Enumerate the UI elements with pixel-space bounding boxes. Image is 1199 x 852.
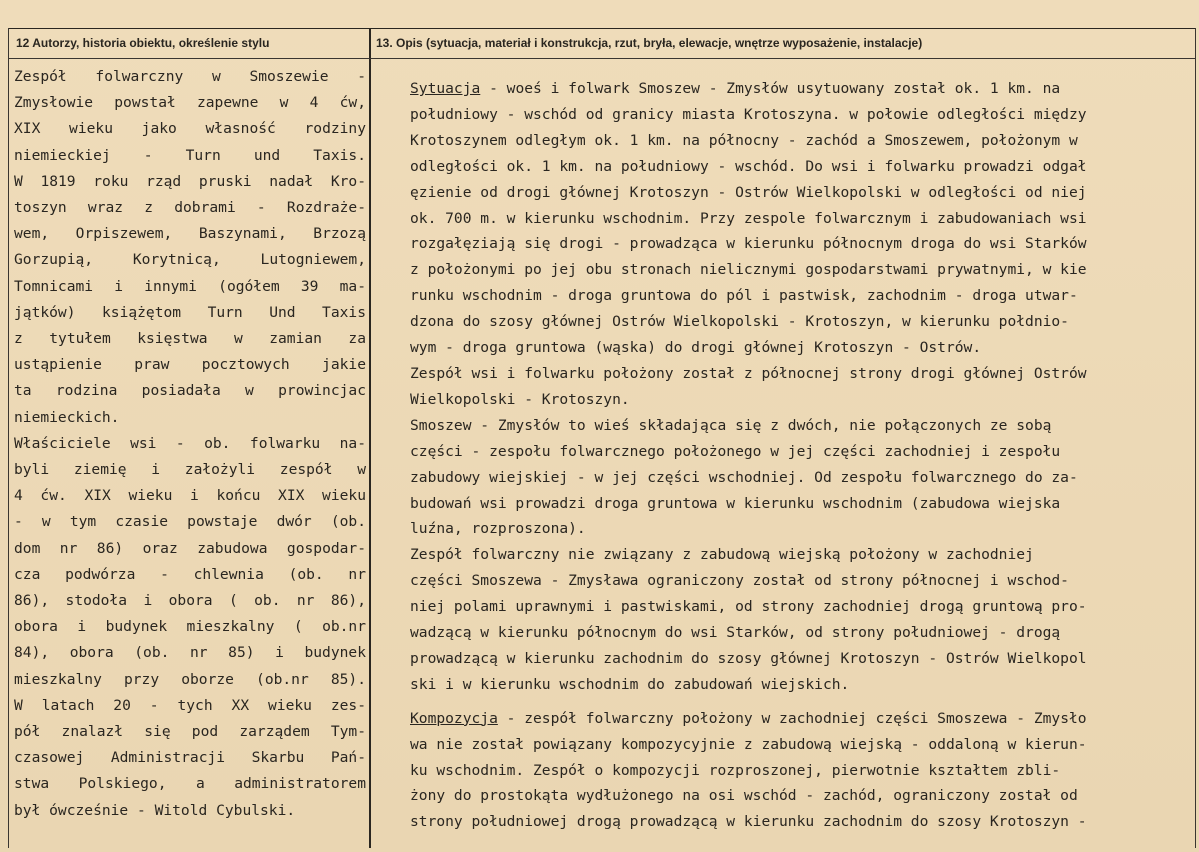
text-line: budowań wsi prowadzi droga gruntowa w kierunku wschodnim (zabudowa wiejska [410, 494, 1061, 512]
paragraph-gap [410, 698, 1186, 706]
text-line: części Smoszewa - Zmysława ograniczony został od strony północnej i wschod- [410, 572, 1069, 590]
text-line: luźna, rozproszona). [410, 520, 586, 538]
text-line: ku wschodnim. Zespół o kompozycji rozproszonej, pierwotnie kształtem zbli- [410, 761, 1061, 779]
text-line: W 1819 roku rząd pruski nadał Kro- [14, 172, 366, 190]
text-line: stwa Polskiego, a administratorem [14, 775, 366, 793]
text-line: z położonymi po jej obu stronach nielicznymi gospodarstwami prywatnymi, w kie [410, 261, 1087, 279]
text-line: był ówcześnie - Witold Cybulski. [14, 801, 296, 819]
text-line: 4 ćw. XIX wieku i końcu XIX wieku [14, 487, 366, 505]
text-line: wem, Orpiszewem, Baszynami, Brzozą [14, 225, 366, 243]
header-divider [8, 58, 1195, 59]
text-line: 84), obora (ob. nr 85) i budynek [14, 644, 366, 662]
text-line: pół znalazł się pod zarządem Tym- [14, 723, 366, 741]
text-line: Zespół folwarczny w Smoszewie - [14, 68, 366, 85]
kompozycja-heading: Kompozycja [410, 709, 498, 727]
text-line: niemieckiej - Turn und Taxis. [14, 146, 366, 164]
text-line: XIX wieku jako własność rodziny [14, 120, 366, 138]
text-line: - w tym czasie powstaje dwór (ob. [14, 513, 366, 531]
history-text [14, 64, 366, 824]
text-line: 86), stodoła i obora ( ob. nr 86), [14, 592, 366, 610]
text-line: mieszkalny przy oborze (ob.nr 85). [14, 670, 366, 688]
text-line: byli ziemię i założyli zespół w [14, 461, 366, 479]
text-line: toszyn wraz z dobrami - Rozdraże- [14, 199, 366, 217]
text-line: Tomnicami i innymi (ogółem 39 ma- [14, 277, 366, 295]
text-line: wym - droga gruntowa (wąska) do drogi głównej Krotoszyn - Ostrów. [410, 339, 982, 357]
text-line: ski i w kierunku wschodnim do zabudowań wiejskich. [410, 675, 850, 693]
text-line: ta rodzina posiadała w prowincjac [14, 382, 366, 400]
text-line: Krotoszynem odległym ok. 1 km. na północny - zachód a Smoszewem, położonym w [410, 131, 1078, 149]
text-line: z tytułem księstwa w zamian za [14, 330, 366, 348]
text-line: ustąpienie praw pocztowych jakie [14, 356, 366, 374]
text-line: ęzienie od drogi głównej Krotoszyn - Ostrów Wielkopolski w odległości od niej [410, 183, 1087, 201]
text-line: Wielkopolski - Krotoszyn. [410, 390, 630, 408]
text-line: niej polami uprawnymi i pastwiskami, od strony zachodniej drogą gruntową pro- [410, 598, 1087, 616]
text-line: wadzącą w kierunku północnym do wsi Starków, od strony południowej - drogą [410, 624, 1061, 642]
text-line: odległości ok. 1 km. na południowy - wschód. Do wsi i folwarku prowadzi odgał [410, 157, 1087, 175]
text-line: Zespół folwarczny nie związany z zabudową wiejską położony w zachodniej [410, 546, 1034, 564]
text-line: wa nie został powiązany kompozycyjnie z zabudową wiejską - oddaloną w kierun- [410, 735, 1087, 753]
text-line: jątków) książętom Turn Und Taxis [14, 303, 366, 321]
description-text [410, 76, 1186, 835]
text-line: runku wschodnim - droga gruntowa do pól i pastwisk, zachodnim - droga utwar- [410, 287, 1078, 305]
sytuacja-paragraphs [410, 102, 1186, 698]
text-line: strony południowej drogą prowadzącą w kierunku zachodnim do szosy Krotoszyn - [410, 813, 1087, 831]
kompozycja-line [410, 706, 1186, 732]
text-line: W latach 20 - tych XX wieku zes- [14, 696, 366, 714]
text-line: cza podwórza - chlewnia (ob. nr [14, 565, 366, 583]
text-line: Gorzupią, Korytnicą, Lutogniewem, [14, 251, 366, 269]
text-line: ok. 700 m. w kierunku wschodnim. Przy zespole folwarcznym i zabudowaniach wsi [410, 209, 1087, 227]
text-line: Zespół wsi i folwarku położony został z północnej strony drogi głównej Ostrów [410, 364, 1087, 382]
text-line: żony do prostokąta wydłużonego na osi wschód - zachód, ograniczony został od [410, 787, 1078, 805]
text-line: południowy - wschód od granicy miasta Krotoszyna. w połowie odległości między [410, 105, 1087, 123]
kompozycja-paragraphs [410, 732, 1186, 836]
kompozycja-first-line: - zespół folwarczny położony w zachodniej części Smoszewa - Zmysło [497, 709, 1087, 727]
text-line: czasowej Administracji Skarbu Pań- [14, 749, 366, 767]
text-line: zabudowy wiejskiej - w jej części wschodniej. Od zespołu folwarcznego do za- [410, 468, 1078, 486]
text-line: dzona do szosy głównej Ostrów Wielkopolski - Krotoszyn, w kierunku połdnio- [410, 313, 1069, 331]
text-line: rozgałęziają się drogi - prowadząca w kierunku północnym droga do wsi Starków [410, 235, 1087, 253]
right-column-header: 13. Opis (sytuacja, materiał i konstrukcja, rzut, bryła, elewacje, wnętrze wyposażenie, instalacje) [376, 36, 923, 50]
sytuacja-line [410, 76, 1186, 102]
text-line: Smoszew - Zmysłów to wieś składająca się z dwóch, nie połączonych ze sobą [410, 416, 1052, 434]
sytuacja-first-line: - woeś i folwark Smoszew - Zmysłów usytuowany został ok. 1 km. na [480, 80, 1061, 97]
text-line: obora i budynek mieszkalny ( ob.nr [14, 618, 366, 636]
sytuacja-heading: Sytuacja [410, 80, 481, 97]
text-line: części - zespołu folwarcznego położonego w jej części zachodniej i zespołu [410, 442, 1061, 460]
text-line: prowadzącą w kierunku zachodnim do szosy głównej Krotoszyn - Ostrów Wielkopol [410, 649, 1087, 667]
text-line: niemieckich. [14, 408, 120, 426]
text-line: Zmysłowie powstał zapewne w 4 ćw, [14, 94, 366, 112]
text-line: dom nr 86) oraz zabudowa gospodar- [14, 539, 366, 557]
text-line: Właściciele wsi - ob. folwarku na- [14, 434, 366, 452]
left-column-header: 12 Autorzy, historia obiektu, określenie stylu [16, 36, 270, 50]
